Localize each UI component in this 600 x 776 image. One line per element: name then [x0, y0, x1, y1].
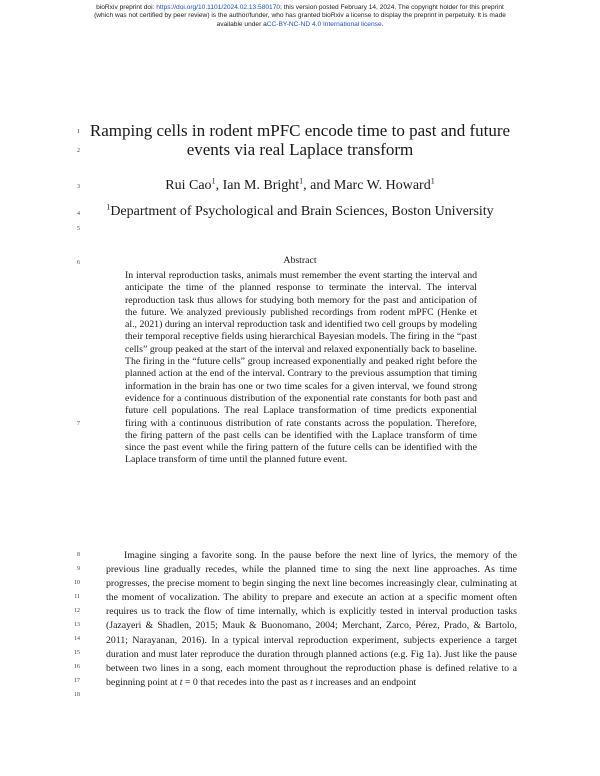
line-number: 7 — [77, 421, 80, 427]
author-list: Rui Cao$^1$, Ian M. Bright$^1$, and Marc W. Howard$^1$ — [165, 176, 435, 193]
line-number: 18 — [74, 692, 80, 698]
paper-title: Ramping cells in rodent mPFC encode time to past and future events via real Laplace transform — [89, 121, 511, 159]
line-number: 12 — [74, 608, 80, 614]
doi-link[interactable]: https://doi.org/10.1101/2024.02.13.580170 — [156, 4, 281, 11]
line-number: 8 — [77, 552, 80, 558]
line-number: 2 — [77, 148, 80, 154]
abstract-body: In interval reproduction tasks, animals must remember the event starting the interval and anticipate the time of the planned response to terminate the interval. The interval reproduction task thus allows for studying both memory for the past and anticipation of the future. We analyzed previously published recordings from rodent mPFC (Henke et al., 2021) during an interval reproduction task and identified two cell groups by modeling their temporal receptive fields using hierarchical Bayesian models. The firing in the “past cells” group peaked at the start of the interval and relaxed exponentially back to baseline. The firing in the “future cells” group increased exponentially and peaked right before the planned action at the end of the interval. Contrary to the previous assumption that timing information in the brain has one or two time scales for a given interval, we found strong evidence for a continuous distribution of the exponential rate constants for both past and future cell populations. The real Laplace transformation of time predicts exponential firing with a continuous distribution of rate constants across the population. Therefore, the firing pattern of the past cells can be identified with the Laplace transform of time since the past event while the firing pattern of the future cells can be identified with the Laplace transform of time until the planned future event. — [125, 270, 477, 466]
line-number: 3 — [77, 184, 80, 190]
license-link[interactable]: CC-BY-NC-ND 4.0 International license — [266, 20, 382, 28]
line-number: 11 — [74, 594, 80, 600]
line-number: 17 — [74, 678, 80, 684]
affiliation: $^1$Department of Psychological and Brain Sciences, Boston University — [106, 202, 494, 219]
line-number: 6 — [77, 260, 80, 266]
line-number: 15 — [74, 650, 80, 656]
body-paragraph: Imagine singing a favorite song. In the pause before the next line of lyrics, the memory of the previous line gradually recedes, while the planned time to sing the next line approaches. As time progresses, the precise moment to begin singing the next line becomes increasingly clear, culminating at the moment of vocalization. The ability to prepare and execute an action at a specific moment often requires us to track the flow of time internally, which is explicitly tested in interval production tasks (Jazayeri & Shadlen, 2015; Mauk & Buonomano, 2004; Merchant, Zarco, Pérez, Prado, & Bartolo, 2011; Narayanan, 2016). In a typical interval reproduction experiment, subjects experience a target duration and must later reproduce the duration through planned actions (e.g. Fig 1a). Just like the pause between two lines in a song, each moment throughout the reproduction phase is defined relative to a beginning point at t = 0 that recedes into the past as t increases and an endpoint — [106, 550, 517, 688]
abstract-heading: Abstract — [283, 255, 317, 266]
line-number: 16 — [74, 664, 80, 670]
author-name: Rui Cao — [165, 178, 212, 193]
header-line-2: (which was not certified by peer review) is the author/funder, who has granted bioRxiv a license to display the preprint in perpetuity. It is made — [94, 12, 506, 20]
line-number: 1 — [77, 129, 80, 135]
header-line-1: bioRxiv preprint doi: https://doi.org/10.1101/2024.02.13.580170; this version posted February 14, 2024. The copyright holder for this preprint — [96, 4, 504, 11]
line-number: 13 — [74, 622, 80, 628]
line-number: 10 — [74, 580, 80, 586]
header-line-3: available under aCC-BY-NC-ND 4.0 International license. — [216, 20, 384, 28]
author-name: Ian M. Bright — [222, 178, 300, 193]
preprint-header — [0, 4, 600, 29]
line-number: 14 — [74, 636, 80, 642]
line-number: 5 — [77, 226, 80, 232]
author-name: and Marc W. Howard — [310, 178, 431, 193]
line-number: 4 — [77, 211, 80, 217]
line-number: 9 — [77, 566, 80, 572]
